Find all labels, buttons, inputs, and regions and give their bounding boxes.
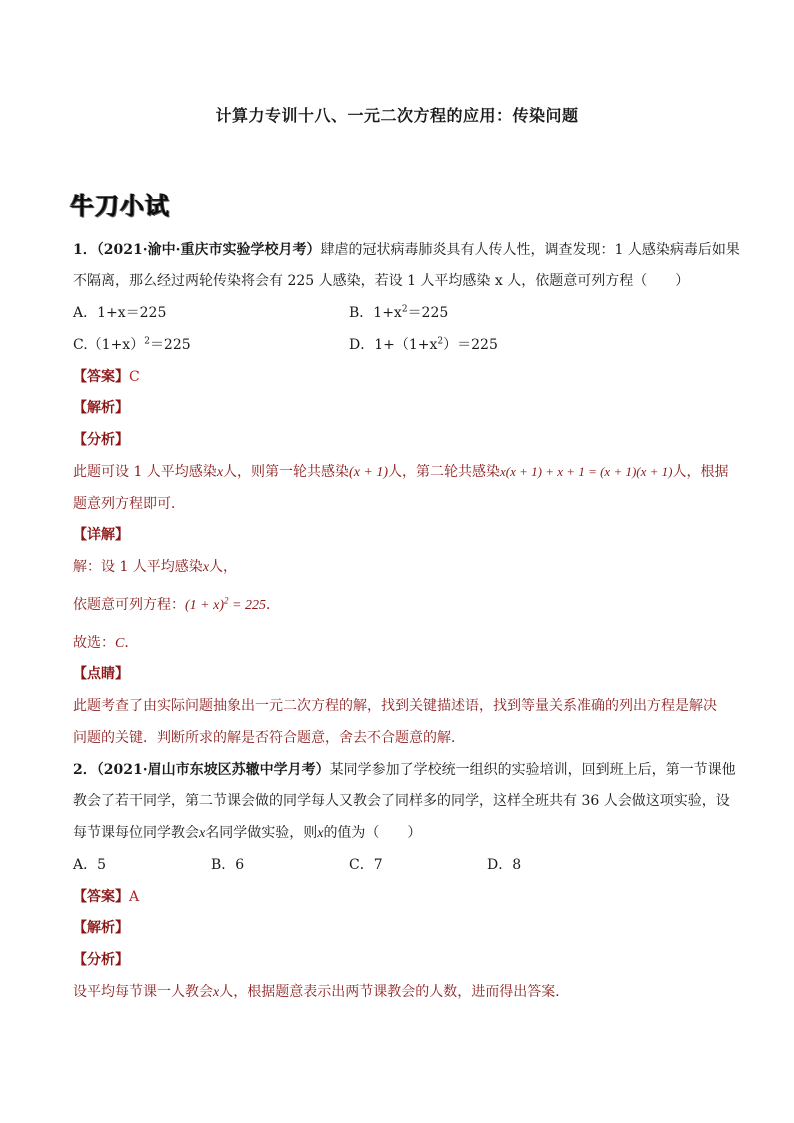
q2-source: （2021·眉山市东坡区苏辙中学月考） (96, 762, 330, 778)
q1-dianjing-line2: 问题的关键．判断所求的解是否符合题意，舍去不合题意的解． (73, 730, 465, 746)
q1-fenxi-text-b: 人，则第一轮共感染 (223, 464, 350, 480)
q2-fenxi-line (73, 982, 569, 1003)
q1-option-a: A．1+x＝225 (73, 305, 167, 321)
q2-answer-label: 【答案】 (73, 889, 129, 905)
q1-source: （2021·渝中·重庆市实验学校月考） (96, 242, 321, 258)
q1-jiexi-label: 【解析】 (73, 400, 129, 416)
q1-xiangjie-sup: 2 (224, 595, 229, 606)
q1-answer-label: 【答案】 (73, 369, 129, 385)
q1-fenxi-text-a: 此题可设 1 人平均感染 (73, 464, 217, 480)
q1-fenxi-expr1: (x + 1) (349, 465, 389, 480)
q2-fenxi-label: 【分析】 (73, 952, 129, 968)
q1-stem-line2: 不隔离，那么经过两轮传染将会有 225 人感染，若设 1 人平均感染 x 人，依题意可列方程（ ） (73, 273, 690, 289)
q1-fenxi-text-c: 人，第二轮共感染 (388, 464, 501, 480)
q2-jiexi-label: 【解析】 (73, 920, 129, 936)
q1-guxuan-end: ． (124, 635, 139, 651)
q1-option-b-pre: B．1+x (349, 305, 402, 321)
q2-x-2: x (317, 826, 324, 841)
q2-text-3c: 的值为（ ） (323, 825, 422, 841)
q1-guxuan (73, 633, 138, 654)
q1-fenxi-line2: 题意列方程即可． (73, 496, 185, 512)
q2-stem-line3 (73, 823, 421, 844)
q1-text-1: 肆虐的冠状病毒肺炎具有人传人性，调查发现：1 人感染病毒后如果 (320, 242, 740, 258)
q1-option-d-post: ）＝225 (443, 337, 498, 353)
q1-option-d-pre: D．1+（1+x (349, 337, 438, 353)
q2-stem-line1 (73, 760, 736, 780)
q1-dianjing-line1: 此题考查了由实际问题抽象出一元二次方程的解，找到关键描述语，找到等量关系准确的列出方程是解决 (73, 698, 717, 714)
q1-fenxi-line1 (73, 462, 729, 483)
q1-xiangjie-label: 【详解】 (73, 527, 129, 543)
q1-xiangjie-end: ． (265, 597, 280, 613)
q1-xiangjie-rhs: = 225 (228, 598, 266, 613)
q2-answer (73, 887, 139, 907)
q1-fenxi-x: x (216, 465, 224, 480)
q1-option-c-pre: C.（1+x） (73, 337, 145, 353)
q2-stem-line2: 教会了若干同学，第二节课会做的同学每人又教会了同样多的同学，这样全班共有 36 人会做这项实验，设 (73, 793, 730, 809)
q2-option-b: B．6 (211, 857, 245, 873)
q2-number: 2． (73, 762, 97, 778)
q1-fenxi-expr2: x(x + 1) + x + 1 = (x + 1)(x + 1) (500, 464, 673, 479)
q2-option-c: C．7 (349, 857, 383, 873)
q1-xiangjie-expr: (1 + x) (185, 598, 224, 613)
q1-option-b-post: ＝225 (407, 305, 449, 321)
q2-x-1: x (199, 826, 206, 841)
q1-fenxi-text-d: 人，根据 (672, 464, 729, 480)
q2-fenxi-text-a: 设平均每节课一人教会 (73, 984, 213, 1000)
q1-option-c-sup: 2 (144, 336, 150, 347)
q1-answer-value: C (129, 369, 140, 385)
q1-xiangjie-text-a: 解：设 1 人平均感染 (73, 559, 203, 575)
q1-option-d-sup: 2 (437, 336, 444, 347)
q1-option-c-post: ＝225 (149, 337, 191, 353)
q1-fenxi-label: 【分析】 (73, 432, 129, 448)
page-title: 计算力专训十八、一元二次方程的应用：传染问题 (215, 106, 579, 125)
q2-text-3b: 名同学做实验，则 (205, 825, 318, 841)
q2-option-d: D．8 (487, 857, 522, 873)
q2-text-3a: 每节课每位同学教会 (73, 825, 199, 841)
q1-guxuan-c: C (115, 636, 125, 651)
q1-option-b (349, 303, 448, 323)
q2-fenxi-x: x (213, 985, 220, 1000)
q1-xiangjie-eq-label: 依题意可列方程： (73, 597, 185, 613)
q1-answer (73, 367, 140, 387)
q2-fenxi-text-b: 人，根据题意表示出两节课教会的人数，进而得出答案． (219, 984, 570, 1000)
q1-xiangjie-text-b: 人， (209, 559, 238, 575)
section-banner: 牛刀小试 (70, 192, 170, 220)
q1-number: 1． (73, 242, 97, 258)
q1-option-c (73, 335, 191, 355)
q2-option-a: A．5 (73, 857, 107, 873)
q1-xiangjie-line1 (73, 557, 237, 578)
q1-guxuan-label: 故选： (73, 635, 115, 651)
q1-xiangjie-x: x (202, 560, 210, 575)
q2-text-1: 某同学参加了学校统一组织的实验培训，回到班上后，第一节课他 (329, 762, 736, 778)
q1-option-d (349, 335, 498, 355)
q2-answer-value: A (129, 889, 140, 905)
q1-xiangjie-line2 (73, 595, 280, 616)
q1-stem-line1 (73, 240, 740, 260)
q1-dianjing-label: 【点睛】 (73, 666, 129, 682)
q1-option-b-sup: 2 (401, 304, 408, 315)
